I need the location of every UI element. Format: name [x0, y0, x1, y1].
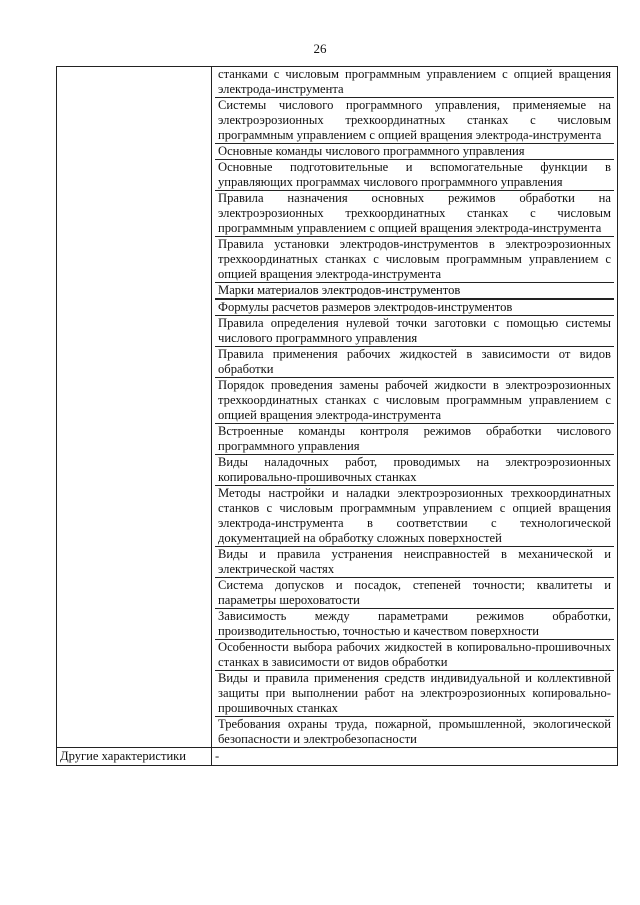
knowledge-item: Особенности выбора рабочих жидкостей в копировально-прошивочных станках в зависимости от видов обработки	[215, 640, 614, 671]
knowledge-item: Системы числового программного управления, применяемые на электроэрозионных трехкоординатных станках с числовым программным управлением с опцией вращения электрода-инструмента	[215, 98, 614, 144]
knowledge-item: Правила применения рабочих жидкостей в зависимости от видов обработки	[215, 347, 614, 378]
knowledge-item: Виды и правила устранения неисправностей в механической и электрической частях	[215, 547, 614, 578]
knowledge-item: Правила установки электродов-инструментов в электроэрозионных трехкоординатных станках с числовым программным управлением с опцией вращения электрода-инструмента	[215, 237, 614, 283]
knowledge-item: Методы настройки и наладки электроэрозионных трехкоординатных станков с числовым программным управлением с опцией вращения электрода-инструмента в соответствии с технологической документацией на обработку сложных поверхностей	[215, 486, 614, 547]
knowledge-item: Система допусков и посадок, степеней точности; квалитеты и параметры шероховатости	[215, 578, 614, 609]
other-characteristics-row	[57, 748, 618, 766]
knowledge-item: Виды наладочных работ, проводимых на электроэрозионных копировально-прошивочных станках	[215, 455, 614, 486]
knowledge-item: Марки материалов электродов-инструментов	[215, 283, 614, 300]
other-characteristics-value: -	[212, 748, 618, 766]
knowledge-row	[57, 67, 618, 748]
knowledge-item: Основные подготовительные и вспомогательные функции в управляющих программах числового программного управления	[215, 160, 614, 191]
knowledge-item: Виды и правила применения средств индивидуальной и коллективной защиты при выполнении работ на электроэрозионных копировально-прошивочных станках	[215, 671, 614, 717]
knowledge-item: станками с числовым программным управлением с опцией вращения электрода-инструмента	[215, 67, 614, 98]
knowledge-item: Требования охраны труда, пожарной, промышленной, экологической безопасности и электробезопасности	[218, 717, 611, 746]
knowledge-item: Зависимость между параметрами режимов обработки, производительностью, точностью и качеством поверхности	[215, 609, 614, 640]
knowledge-item: Правила определения нулевой точки заготовки с помощью системы числового программного управления	[215, 316, 614, 347]
page-number: 26	[313, 41, 327, 56]
knowledge-table	[56, 66, 618, 766]
other-characteristics-label: Другие характеристики	[57, 748, 212, 766]
knowledge-list	[212, 67, 618, 748]
knowledge-item: Порядок проведения замены рабочей жидкости в электроэрозионных трехкоординатных станках с числовым программным управлением с опцией вращения электрода-инструмента	[215, 378, 614, 424]
knowledge-item: Формулы расчетов размеров электродов-инструментов	[215, 300, 614, 316]
knowledge-item: Встроенные команды контроля режимов обработки числового программного управления	[215, 424, 614, 455]
knowledge-item: Правила назначения основных режимов обработки на электроэрозионных трехкоординатных станках с числовым программным управлением с опцией вращения электрода-инструмента	[215, 191, 614, 237]
empty-label-cell	[57, 67, 212, 748]
knowledge-item: Основные команды числового программного управления	[215, 144, 614, 160]
